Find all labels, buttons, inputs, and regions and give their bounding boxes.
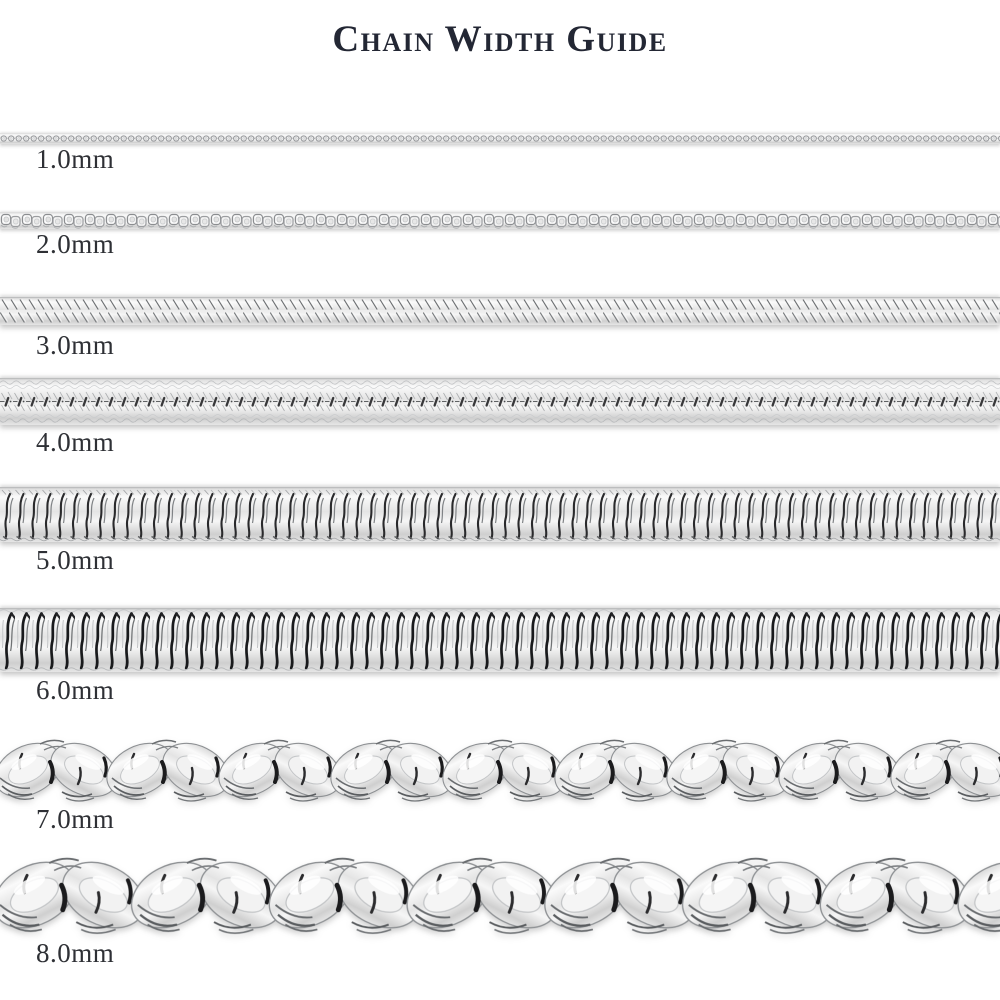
chain-width-label-6mm: 6.0mm — [36, 675, 115, 705]
chain-image-2mm-box-link-chain — [0, 212, 1000, 229]
chain-width-label-5mm: 5.0mm — [36, 545, 115, 575]
chain-width-label-7mm: 7.0mm — [36, 804, 115, 834]
chain-image-7mm-rope-chain — [0, 735, 1000, 805]
chain-image-4mm-snake-chain — [0, 378, 1000, 425]
chain-image-1mm-fine-box-link-chain — [0, 133, 1000, 144]
chain-width-label-1mm: 1.0mm — [36, 144, 115, 174]
chain-image-8mm-large-rope-chain — [0, 852, 1000, 938]
page-title: Chain Width Guide — [332, 19, 668, 60]
chain-width-label-8mm: 8.0mm — [36, 938, 115, 968]
chain-width-label-3mm: 3.0mm — [36, 330, 115, 360]
chain-width-label-4mm: 4.0mm — [36, 427, 115, 457]
chain-width-label-2mm: 2.0mm — [36, 229, 115, 259]
chain-image-6mm-bold-ribbed-snake-chain — [0, 608, 1000, 672]
chain-image-3mm-fine-snake-chain — [0, 297, 1000, 325]
chain-image-5mm-ribbed-snake-chain — [0, 487, 1000, 542]
